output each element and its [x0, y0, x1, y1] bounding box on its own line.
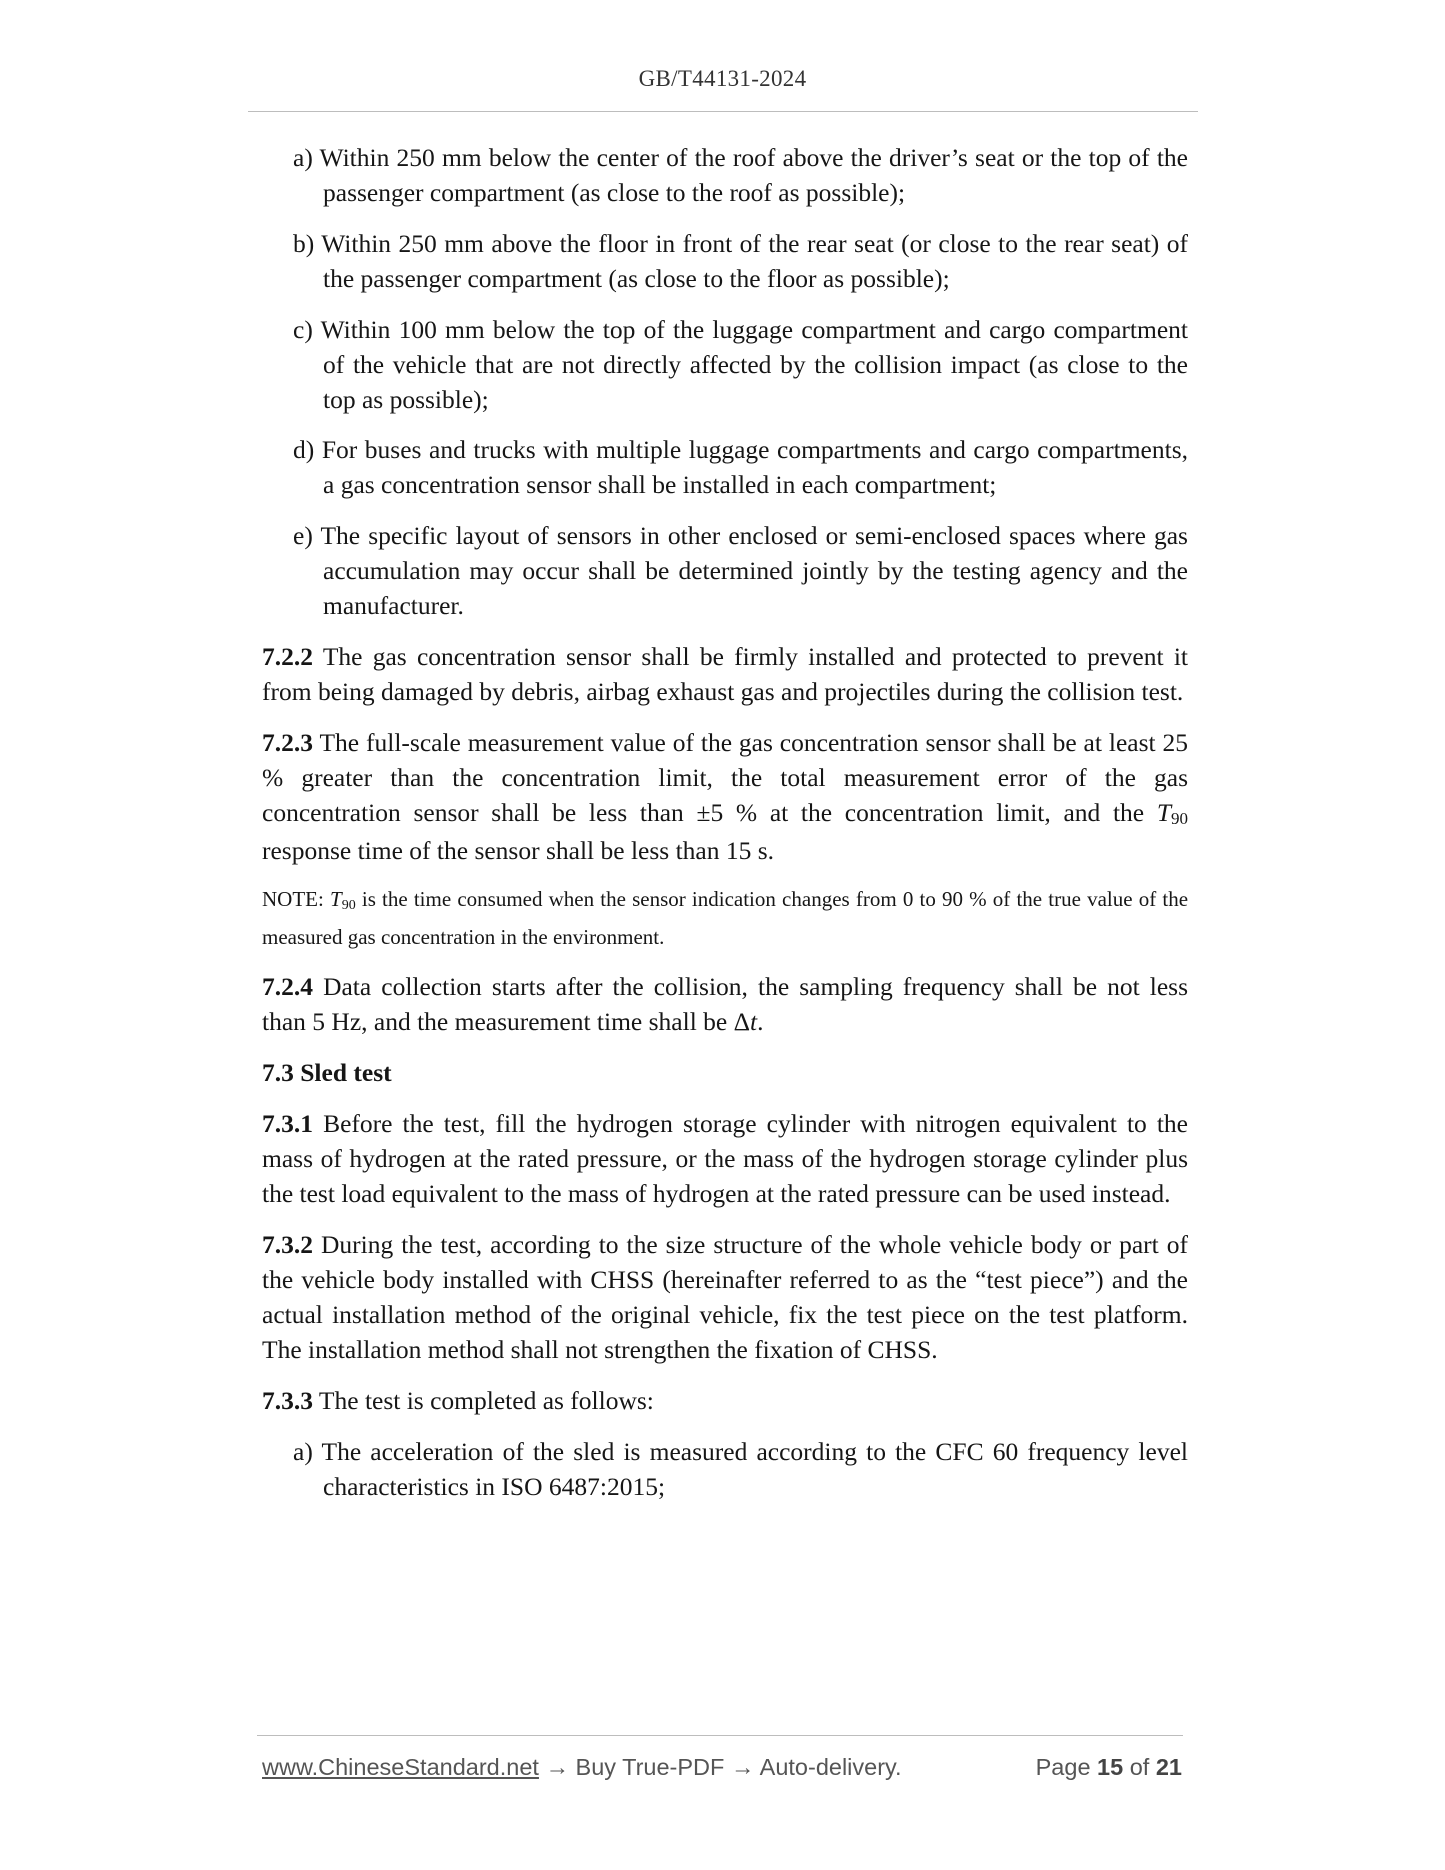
- list-text: The specific layout of sensors in other enclosed or semi-enclosed spaces where gas accumulation may occur shall be determined jointly by the testing agency and the manufacturer.: [320, 521, 1188, 620]
- clause-text: The test is completed as follows:: [318, 1386, 654, 1415]
- list-item-c: [293, 312, 1188, 417]
- list-item-a-sled: [293, 1434, 1188, 1504]
- header-divider: [248, 111, 1198, 112]
- clause-7-3-1: [262, 1106, 1188, 1211]
- clause-text-cont: response time of the sensor shall be less than 15 s.: [262, 836, 775, 865]
- t90-symbol: T: [1156, 798, 1172, 827]
- list-marker: e): [293, 521, 313, 550]
- clause-number: 7.2.4: [262, 972, 313, 1001]
- list-marker: a): [293, 1437, 313, 1466]
- clause-text: Before the test, fill the hydrogen storage cylinder with nitrogen equivalent to the mass of hydrogen at the rated pressure, or the mass of the hydrogen storage cylinder plus the test load equivalent to the mass of hydrogen at the rated pressure can be used instead.: [262, 1109, 1188, 1208]
- clause-7-2-4: [262, 969, 1188, 1039]
- list-marker: c): [293, 315, 313, 344]
- t90-subscript: 90: [1171, 809, 1189, 828]
- list-text: Within 250 mm below the center of the roof above the driver’s seat or the top of the passenger compartment (as close to the roof as possible);: [319, 143, 1188, 207]
- clause-number: 7.3.3: [262, 1386, 313, 1415]
- t90-symbol: T: [330, 887, 342, 911]
- t90-subscript: 90: [341, 898, 356, 913]
- clause-number: 7.3.1: [262, 1109, 313, 1138]
- footer-promo: [262, 1754, 902, 1781]
- page-header-doc-id: GB/T44131-2024: [638, 66, 807, 91]
- page-number: 15: [1097, 1754, 1124, 1780]
- list-text: Within 250 mm above the floor in front of the rear seat (or close to the rear seat) of the passenger compartment (as close to the floor as possible);: [321, 229, 1188, 293]
- of-label: of: [1129, 1754, 1150, 1780]
- page-indicator: [1036, 1754, 1182, 1781]
- list-item-a: [293, 140, 1188, 210]
- arrow-right-icon: →: [545, 1754, 569, 1780]
- clause-text: The full-scale measurement value of the gas concentration sensor shall be at least 25 % greater than the concentration limit, the total measurement error of the gas concentration sensor shall be less than ±5 % at the concentration limit, and the: [262, 728, 1188, 827]
- note-label: NOTE:: [262, 887, 324, 911]
- list-marker: a): [293, 143, 313, 172]
- list-item-b: [293, 226, 1188, 296]
- buy-true-pdf-text: Buy True-PDF: [575, 1754, 725, 1780]
- clause-number: 7.2.3: [262, 728, 313, 757]
- page-content: [262, 140, 1188, 1504]
- arrow-right-icon: →: [730, 1754, 755, 1780]
- list-item-e: [293, 518, 1188, 623]
- clause-7-2-2: [262, 639, 1188, 709]
- clause-text: Data collection starts after the collision, the sampling frequency shall be not less than 5 Hz, and the measurement time shall be: [262, 972, 1188, 1036]
- list-text: For buses and trucks with multiple luggage compartments and cargo compartments, a gas concentration sensor shall be installed in each compartment;: [321, 435, 1188, 499]
- page-label: Page: [1035, 1754, 1091, 1780]
- note-text: is the time consumed when the sensor indication changes from 0 to 90 % of the true value of the measured gas concentration in the environment.: [262, 887, 1189, 949]
- list-text: Within 100 mm below the top of the luggage compartment and cargo compartment of the vehicle that are not directly affected by the collision impact (as close to the top as possible);: [320, 315, 1188, 414]
- website-link[interactable]: www.ChineseStandard.net: [262, 1754, 539, 1780]
- list-item-d: [293, 432, 1188, 502]
- auto-delivery-text: Auto-delivery.: [759, 1754, 902, 1780]
- section-heading-7-3: [262, 1055, 1188, 1090]
- page-total: 21: [1155, 1754, 1182, 1780]
- clause-number: 7.2.2: [262, 642, 313, 671]
- note: [262, 882, 1188, 955]
- list-text: The acceleration of the sled is measured according to the CFC 60 frequency level characteristics in ISO 6487:2015;: [321, 1437, 1188, 1501]
- delta-symbol: Δ: [733, 1007, 751, 1036]
- clause-number: 7.3.2: [262, 1230, 313, 1259]
- clause-text: During the test, according to the size structure of the whole vehicle body or part of the vehicle body installed with CHSS (hereinafter referred to as the “test piece”) and the actual installation method of the original vehicle, fix the test piece on the test platform. The installation method shall not strengthen the fixation of CHSS.: [262, 1230, 1188, 1364]
- clause-7-2-3: [262, 725, 1188, 868]
- clause-text: The gas concentration sensor shall be firmly installed and protected to prevent it from being damaged by debris, airbag exhaust gas and projectiles during the collision test.: [262, 642, 1189, 706]
- period: .: [757, 1007, 764, 1036]
- footer-divider: [257, 1735, 1183, 1736]
- page-footer: [262, 1754, 1182, 1786]
- t-symbol: t: [750, 1007, 758, 1036]
- clause-7-3-3: [262, 1383, 1188, 1418]
- section-title: 7.3 Sled test: [262, 1058, 392, 1087]
- list-marker: b): [293, 229, 315, 258]
- list-marker: d): [293, 435, 315, 464]
- clause-7-3-2: [262, 1227, 1188, 1367]
